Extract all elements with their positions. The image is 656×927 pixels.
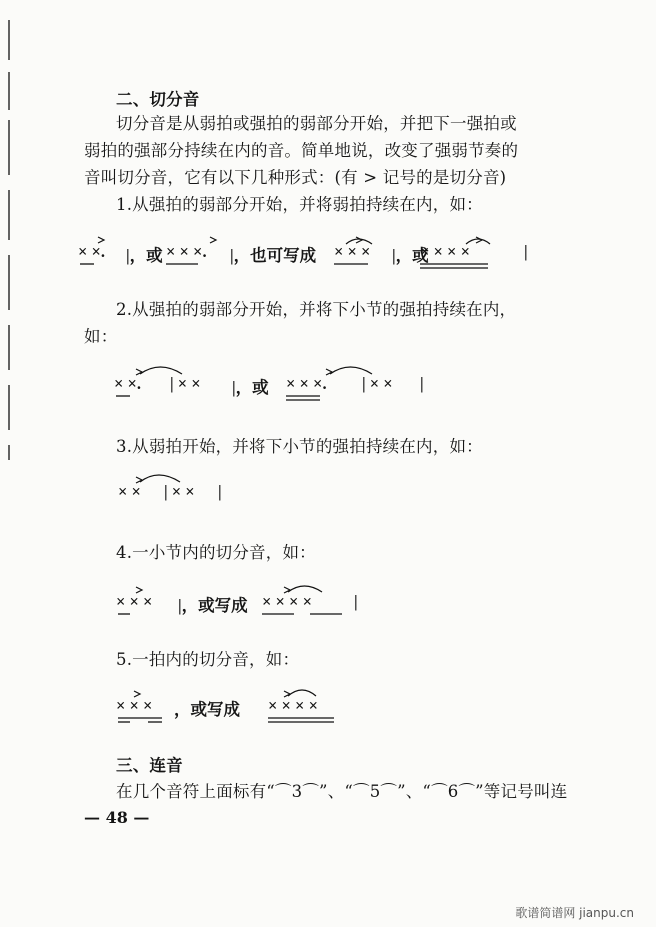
note-group: × × × × (420, 242, 470, 261)
section-heading-tuplets: 三、连音 (116, 756, 183, 775)
notation-example-4 (116, 578, 376, 628)
item-2-label-line-1: 2.从强拍的弱部分开始，并将下小节的强拍持续在内， (116, 300, 517, 319)
section-heading-syncopation: 二、切分音 (116, 90, 200, 109)
paragraph-line-1: 切分音是从弱拍或强拍的弱部分开始，并把下一强拍或 (116, 114, 517, 133)
note-group: × × × × (268, 696, 318, 715)
note-group: × × × (334, 242, 371, 261)
note-group: | × × (164, 482, 195, 501)
paragraph-line-3: 音叫切分音，它有以下几种形式：(有 > 记号的是切分音) (84, 168, 507, 187)
note-text: |，或写成 (178, 596, 248, 615)
note-group: | × × (170, 374, 201, 393)
barline: | (354, 592, 358, 611)
tie-arcs (140, 475, 180, 482)
note-group: | × × (362, 374, 393, 393)
barline: | (524, 242, 528, 261)
item-3-label: 3.从弱拍开始，并将下小节的强拍持续在内，如： (116, 437, 483, 456)
note-text: ，或写成 (174, 700, 240, 719)
underlines (116, 396, 320, 400)
notation-example-5 (116, 682, 356, 732)
page-number: — 48 — (84, 808, 150, 827)
note-group: × × × (116, 696, 153, 715)
item-5-label: 5.一拍内的切分音，如： (116, 650, 300, 669)
note-group: × × (118, 482, 141, 501)
tuplet-paragraph-line: 在几个音符上面标有“⌒3⌒”、“⌒5⌒”、“⌒6⌒”等记号叫连 (116, 782, 568, 801)
notation-example-2 (114, 360, 444, 410)
note-text: |，也可写成 (230, 246, 317, 265)
barline: | (420, 374, 424, 393)
note-group: × ×. (78, 242, 106, 261)
paragraph-line-2: 弱拍的强部分持续在内的音。简单地说，改变了强弱节奏的 (84, 141, 519, 160)
note-group: × ×. (114, 374, 142, 393)
note-group: × × ×. (286, 374, 327, 393)
note-text: |，或 (232, 378, 269, 397)
notation-example-1 (78, 228, 548, 278)
item-2-label-line-2: 如： (84, 327, 118, 346)
watermark: 歌谱简谱网 jianpu.cn (515, 906, 634, 920)
note-group: × × ×. (166, 242, 207, 261)
note-text: |，或 (126, 246, 163, 265)
tie-arcs (140, 367, 372, 374)
note-group: × × × × (262, 592, 312, 611)
note-group: × × × (116, 592, 153, 611)
item-1-label: 1.从强拍的弱部分开始，并将弱拍持续在内，如： (116, 195, 483, 214)
note-text: |，或 (392, 246, 429, 265)
barline: | (218, 482, 222, 501)
margin-marks (0, 0, 16, 927)
item-4-label: 4.一小节内的切分音，如： (116, 543, 316, 562)
notation-example-3 (118, 468, 238, 518)
notation-example-2-marks (114, 360, 444, 410)
